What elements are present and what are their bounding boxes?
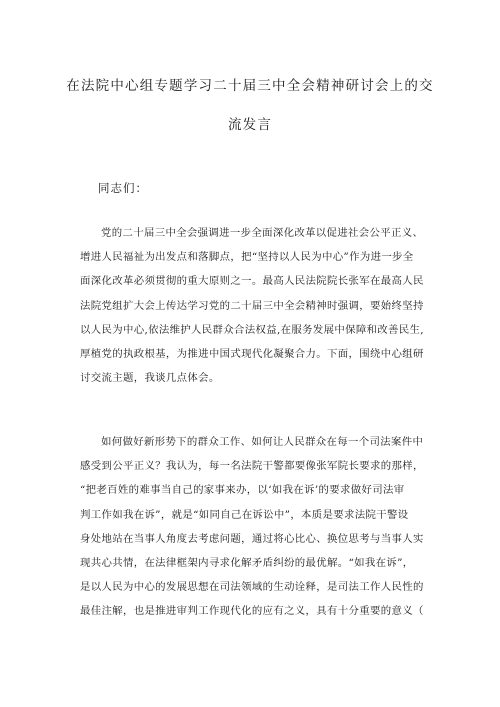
paragraph-line: 厚植党的执政根基，为推进中国式现代化凝聚合力。下面，围绕中心组研 — [80, 348, 424, 361]
document-title-line-2: 流发言 — [227, 117, 273, 133]
document-title-line-1: 在法院中心组专题学习二十届三中全会精神研讨会上的交 — [66, 78, 434, 94]
paragraph-line: 如何做好新形势下的群众工作、如何让人民群众在每一个司法案件中 — [101, 436, 424, 448]
paragraph-line: 最佳注解，也是推进审判工作现代化的应有之义，具有十分重要的意义（ — [80, 605, 424, 618]
paragraph-line: 法院党组扩大会上传达学习党的二十届三中全会精神时强调，要始终坚持 — [80, 299, 424, 312]
paragraph-line: “把老百姓的难事当自己的家事来办，以‘如我在诉’的要求做好司法审 — [80, 484, 405, 497]
paragraph-line: 党的二十届三中全会强调进一步全面深化改革以促进社会公平正义、 — [101, 227, 424, 239]
paragraph-line: 讨交流主题，我谈几点体会。 — [80, 372, 220, 385]
paragraph-2 — [80, 430, 432, 624]
salutation: 同志们： — [98, 181, 148, 195]
paragraph-line: 增进人民福祉为出发点和落脚点，把“坚持以人民为中心”作为进一步全 — [80, 251, 414, 264]
paragraph-line: 是以人民为中心的发展思想在司法领域的生动诠释，是司法工作人民性的 — [80, 581, 424, 594]
paragraph-line: 面深化改革必须贯彻的重大原则之一。最高人民法院院长张军在最高人民 — [80, 275, 424, 288]
paragraph-line: 感受到公平正义？我认为，每一名法院干警都要像张军院长要求的那样， — [80, 460, 424, 473]
paragraph-line: 现共心共情，在法律框架内寻求化解矛盾纠纷的最优解。“如我在诉”， — [80, 557, 414, 570]
paragraph-line: 以人民为中心,依法维护人民群众合法权益,在服务发展中保障和改善民生, — [80, 323, 424, 336]
paragraph-1 — [80, 221, 432, 390]
paragraph-line: 判工作如我在诉”，就是“如同自己在诉讼中”，本质是要求法院干警设 — [80, 508, 409, 521]
paragraph-line: 身处地站在当事人角度去考虑问题，通过将心比心、换位思考与当事人实 — [80, 532, 424, 545]
